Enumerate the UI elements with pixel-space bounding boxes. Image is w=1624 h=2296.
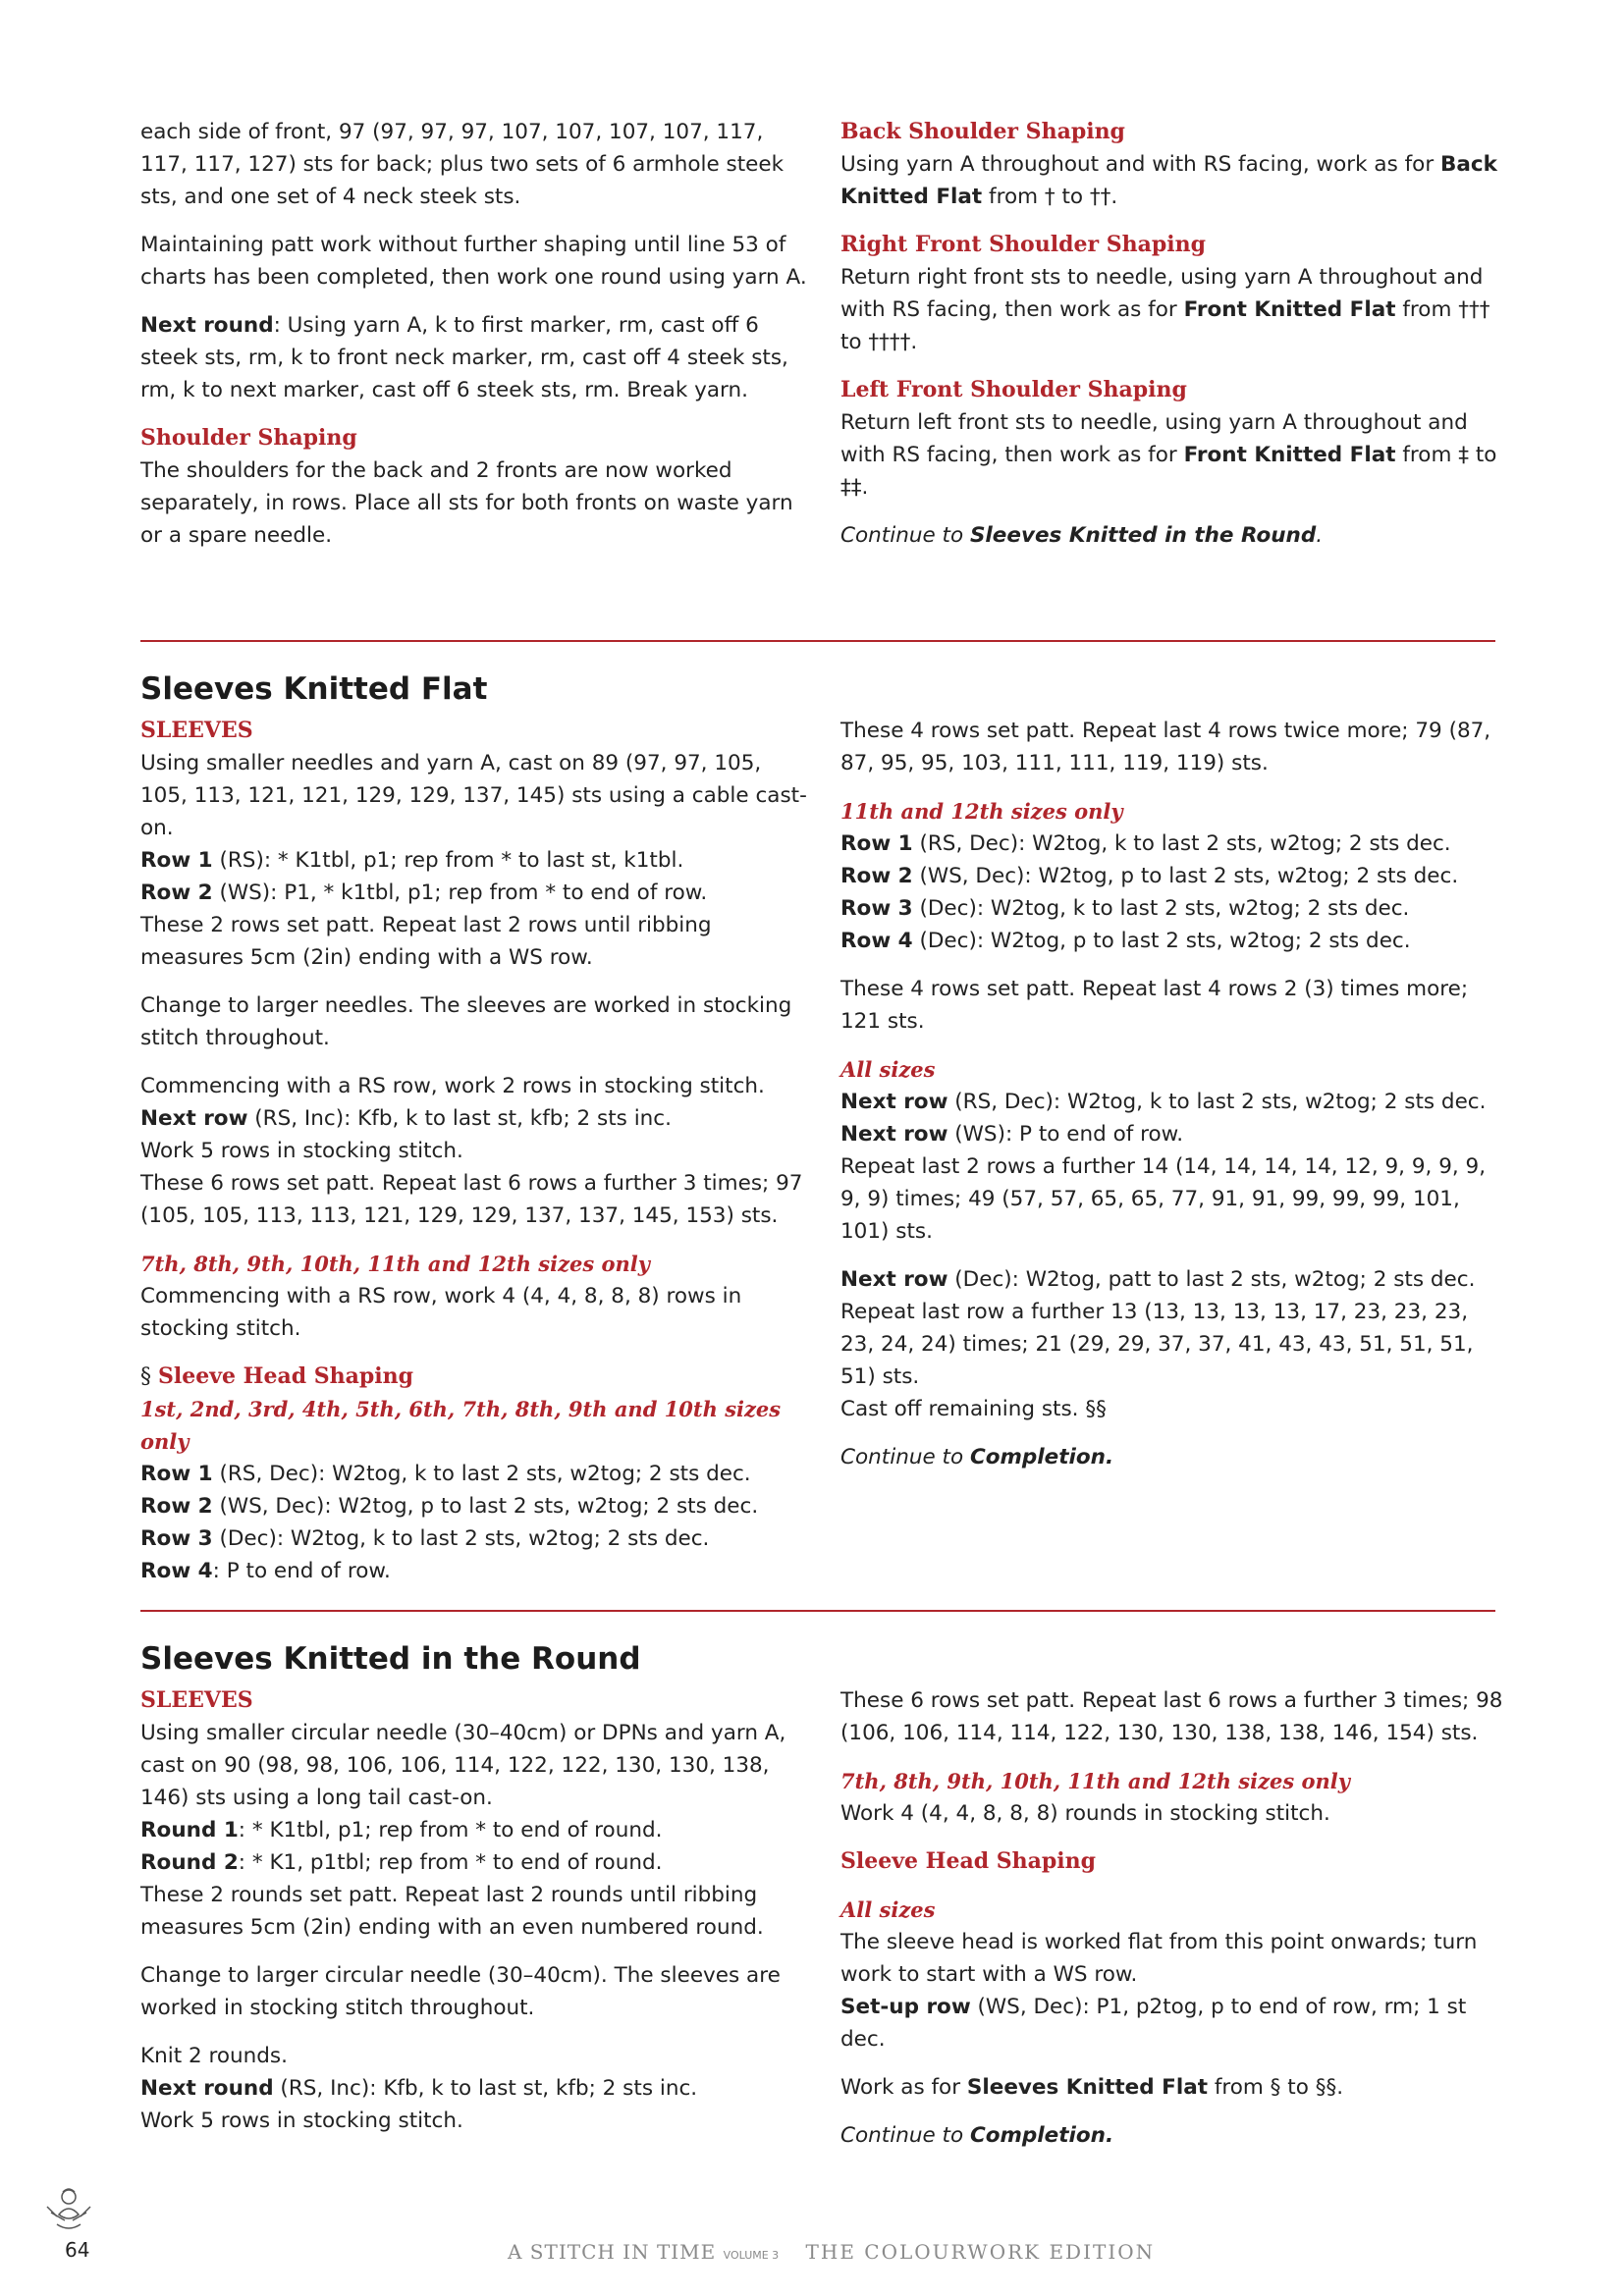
label: Row 2 [840, 864, 913, 888]
text: (Dec): W2tog, k to last 2 sts, w2tog; 2 sts dec. [912, 896, 1410, 921]
paragraph: The shoulders for the back and 2 fronts are now worked separately, in rows. Place all sts for both fronts on waste yarn or a spare needle. [140, 458, 793, 548]
page-number: 64 [65, 2238, 90, 2262]
sleeves-round-section [140, 1639, 1503, 2189]
paragraph: Work 5 rows in stocking stitch. [140, 1139, 463, 1163]
section-title: Sleeves Knitted Flat [140, 671, 488, 707]
paragraph: Repeat last 2 rows a further 14 (14, 14, 14, 14, 12, 9, 9, 9, 9, 9, 9) times; 49 (57, 57, 65, 65, 77, 91, 91, 99, 99, 99, 101, 101) sts. [840, 1154, 1487, 1244]
bold-ref: Sleeves Knitted in the Round [969, 523, 1317, 548]
text: : P to end of row. [212, 1559, 391, 1583]
text: (RS): * K1tbl, p1; rep from * to last st, k1tbl. [212, 848, 684, 873]
text: from ††† to ††††. [840, 297, 1490, 354]
shoulder-shaping-heading: Shoulder Shaping [140, 425, 357, 451]
bold-ref: Completion. [969, 1445, 1114, 1469]
label: Row 4 [840, 929, 913, 953]
sizes-heading: 1st, 2nd, 3rd, 4th, 5th, 6th, 7th, 8th, 9th and 10th sizes only [140, 1397, 782, 1454]
top-section [140, 116, 1495, 626]
row-line [140, 844, 808, 877]
paragraph: These 6 rows set patt. Repeat last 6 rows a further 3 times; 97 (105, 105, 113, 113, 121, 129, 129, 137, 137, 145, 153) sts. [140, 1171, 803, 1228]
text: (RS, Inc): Kfb, k to last st, kfb; 2 sts inc. [247, 1106, 672, 1131]
row-line [140, 1458, 808, 1490]
text: (Dec): W2tog, k to last 2 sts, w2tog; 2 sts dec. [212, 1526, 710, 1551]
text: Continue to [840, 2123, 970, 2148]
top-right-column [840, 116, 1508, 567]
paragraph [840, 406, 1508, 504]
label: Next round [140, 2076, 274, 2101]
section-title: Sleeves Knitted in the Round [140, 1641, 641, 1677]
label: Row 3 [840, 896, 913, 921]
text: : * K1, p1tbl; rep from * to end of round. [238, 1850, 663, 1875]
top-left-column [140, 116, 808, 567]
bold-ref: Sleeves Knitted Flat [966, 2075, 1208, 2100]
text: . [1316, 523, 1324, 548]
label: Row 2 [140, 881, 213, 905]
sizes-heading: 11th and 12th sizes only [840, 799, 1123, 824]
paragraph: each side of front, 97 (97, 97, 97, 107, 107, 107, 107, 117, 117, 117, 127) sts for back; plus two sets of 6 armhole steek sts, and one set of 4 neck steek sts. [140, 120, 785, 209]
row-line [840, 828, 1508, 860]
text: (WS, Dec): W2tog, p to last 2 sts, w2tog; 2 sts dec. [912, 864, 1459, 888]
volume-label: VOLUME 3 [723, 2249, 780, 2262]
text: (RS, Dec): W2tog, k to last 2 sts, w2tog; 2 sts dec. [912, 831, 1451, 856]
round-right-column [840, 1684, 1508, 2167]
paragraph: These 6 rows set patt. Repeat last 6 rows a further 3 times; 98 (106, 106, 114, 114, 122, 130, 130, 138, 138, 146, 154) sts. [840, 1688, 1503, 1745]
edition-label: THE COLOURWORK EDITION [805, 2240, 1156, 2264]
row-line [840, 892, 1508, 925]
label: Set-up row [840, 1995, 971, 2019]
paragraph: Repeat last row a further 13 (13, 13, 13, 13, 17, 23, 23, 23, 23, 24, 24) times; 21 (29, 29, 37, 37, 41, 43, 43, 51, 51, 51, 51) sts. [840, 1300, 1474, 1389]
sleeves-heading: SLEEVES [140, 718, 253, 743]
row-line [140, 1522, 808, 1555]
paragraph: Knit 2 rounds. [140, 2044, 288, 2068]
row-line [140, 1102, 808, 1135]
sizes-heading: All sizes [840, 1057, 936, 1082]
row-line [140, 2072, 808, 2105]
text: (WS): P to end of row. [947, 1122, 1184, 1147]
label: Row 3 [140, 1526, 213, 1551]
text: (WS, Dec): P1, p2tog, p to end of row, rm; 1 st dec. [840, 1995, 1467, 2052]
label: Round 1 [140, 1818, 239, 1842]
text: Return right front sts to needle, using yarn A throughout and with RS facing, then work as for [840, 265, 1484, 322]
paragraph: Commencing with a RS row, work 4 (4, 4, 8, 8, 8) rows in stocking stitch. [140, 1284, 742, 1341]
row-line [840, 860, 1508, 892]
paragraph: These 4 rows set patt. Repeat last 4 rows twice more; 79 (87, 87, 95, 95, 103, 111, 111, 119, 119) sts. [840, 719, 1491, 775]
text: (Dec): W2tog, p to last 2 sts, w2tog; 2 sts dec. [912, 929, 1411, 953]
continue-paragraph [840, 1441, 1508, 1473]
paragraph: Maintaining patt work without further shaping until line 53 of charts has been completed, then work one round using yarn A. [140, 233, 807, 290]
row-line [140, 1814, 808, 1846]
sleeve-head-heading: Sleeve Head Shaping [840, 1848, 1097, 1874]
bold-ref: Front Knitted Flat [1183, 443, 1396, 467]
right-front-shoulder-heading: Right Front Shoulder Shaping [840, 232, 1206, 257]
label: Next row [840, 1267, 948, 1292]
label: Round 2 [140, 1850, 239, 1875]
row-line [840, 925, 1508, 957]
paragraph: Using smaller circular needle (30–40cm) or DPNs and yarn A, cast on 90 (98, 98, 106, 106, 114, 122, 122, 130, 130, 138, 146) sts using a long tail cast-on. [140, 1721, 786, 1810]
row-line [140, 1490, 808, 1522]
text: from § to §§. [1207, 2075, 1344, 2100]
label: Row 1 [140, 848, 213, 873]
paragraph: The sleeve head is worked flat from this point onwards; turn work to start with a WS row. [840, 1930, 1478, 1987]
row-line [840, 1118, 1508, 1150]
knitter-logo-icon [39, 2185, 118, 2244]
bold-ref: Completion. [969, 2123, 1114, 2148]
row-line [840, 1991, 1508, 2056]
row-line [140, 1555, 808, 1587]
label: Row 1 [140, 1462, 213, 1486]
paragraph: Work 5 rows in stocking stitch. [140, 2109, 463, 2133]
sizes-heading: 7th, 8th, 9th, 10th, 11th and 12th sizes only [840, 1769, 1350, 1793]
sizes-heading: 7th, 8th, 9th, 10th, 11th and 12th sizes only [140, 1252, 650, 1276]
text: Continue to [840, 523, 970, 548]
round-left-column [140, 1684, 808, 2137]
row-line [140, 877, 808, 909]
paragraph [840, 261, 1508, 358]
bold-ref: Back Knitted Flat [840, 152, 1497, 209]
sleeve-head-heading [140, 1361, 808, 1393]
back-shoulder-heading: Back Shoulder Shaping [840, 119, 1125, 144]
left-front-shoulder-heading: Left Front Shoulder Shaping [840, 377, 1187, 402]
flat-right-column [840, 715, 1508, 1489]
text: Continue to [840, 1445, 970, 1469]
row-line [840, 1086, 1508, 1118]
section-mark: § [140, 1364, 158, 1389]
paragraph [840, 148, 1508, 213]
label: Row 1 [840, 831, 913, 856]
text: Return left front sts to needle, using yarn A throughout and with RS facing, then work as for [840, 410, 1468, 467]
text: Using yarn A throughout and with RS facing, work as for [840, 152, 1441, 177]
section-divider [140, 640, 1495, 642]
bold-ref: Front Knitted Flat [1183, 297, 1396, 322]
text: (RS, Inc): Kfb, k to last st, kfb; 2 sts inc. [273, 2076, 698, 2101]
row-line [140, 1846, 808, 1879]
paragraph: These 2 rounds set patt. Repeat last 2 rounds until ribbing measures 5cm (2in) ending with an even numbered round. [140, 1883, 764, 1940]
paragraph [840, 2071, 1508, 2104]
text: Work as for [840, 2075, 967, 2100]
sleeves-flat-section [140, 669, 1495, 1602]
text: (WS, Dec): W2tog, p to last 2 sts, w2tog; 2 sts dec. [212, 1494, 759, 1519]
heading-text: Sleeve Head Shaping [158, 1363, 414, 1389]
label: Next row [840, 1090, 948, 1114]
paragraph: Cast off remaining sts. §§ [840, 1397, 1107, 1421]
paragraph: Change to larger needles. The sleeves are worked in stocking stitch throughout. [140, 993, 792, 1050]
text: : Using yarn A, k to first marker, rm, cast off 6 steek sts, rm, k to front neck marker, rm, cast off 4 steek sts, rm, k to next marker, cast off 6 steek sts, rm. Break yarn. [140, 313, 788, 402]
label: Next row [140, 1106, 248, 1131]
text: (WS): P1, * k1tbl, p1; rep from * to end of row. [212, 881, 708, 905]
continue-paragraph [840, 2119, 1508, 2152]
text: (RS, Dec): W2tog, k to last 2 sts, w2tog; 2 sts dec. [947, 1090, 1487, 1114]
paragraph: Change to larger circular needle (30–40cm). The sleeves are worked in stocking stitch throughout. [140, 1963, 781, 2020]
label: Next row [840, 1122, 948, 1147]
paragraph: These 4 rows set patt. Repeat last 4 rows 2 (3) times more; 121 sts. [840, 977, 1469, 1034]
sleeves-heading: SLEEVES [140, 1687, 253, 1713]
text: from † to ††. [982, 185, 1118, 209]
flat-left-column [140, 715, 808, 1587]
text: : * K1tbl, p1; rep from * to end of round. [238, 1818, 663, 1842]
book-title: A STITCH IN TIME [508, 2240, 717, 2264]
section-divider [140, 1610, 1495, 1612]
sizes-heading: All sizes [840, 1897, 936, 1922]
paragraph: Work 4 (4, 4, 8, 8, 8) rounds in stocking stitch. [840, 1801, 1330, 1826]
label: Row 4 [140, 1559, 213, 1583]
next-round-paragraph [140, 309, 808, 406]
text: (RS, Dec): W2tog, k to last 2 sts, w2tog; 2 sts dec. [212, 1462, 751, 1486]
paragraph: These 2 rows set patt. Repeat last 2 rows until ribbing measures 5cm (2in) ending with a WS row. [140, 913, 712, 970]
row-line [840, 1263, 1508, 1296]
paragraph: Using smaller needles and yarn A, cast on 89 (97, 97, 105, 105, 113, 121, 121, 129, 129, 137, 145) sts using a cable cast-on. [140, 751, 807, 840]
running-footer [508, 2240, 1155, 2264]
label: Next round [140, 313, 274, 338]
text: from ‡ to ‡‡. [840, 443, 1497, 500]
paragraph: Commencing with a RS row, work 2 rows in stocking stitch. [140, 1074, 765, 1098]
text: (Dec): W2tog, patt to last 2 sts, w2tog; 2 sts dec. [947, 1267, 1476, 1292]
label: Row 2 [140, 1494, 213, 1519]
continue-paragraph [840, 519, 1508, 552]
